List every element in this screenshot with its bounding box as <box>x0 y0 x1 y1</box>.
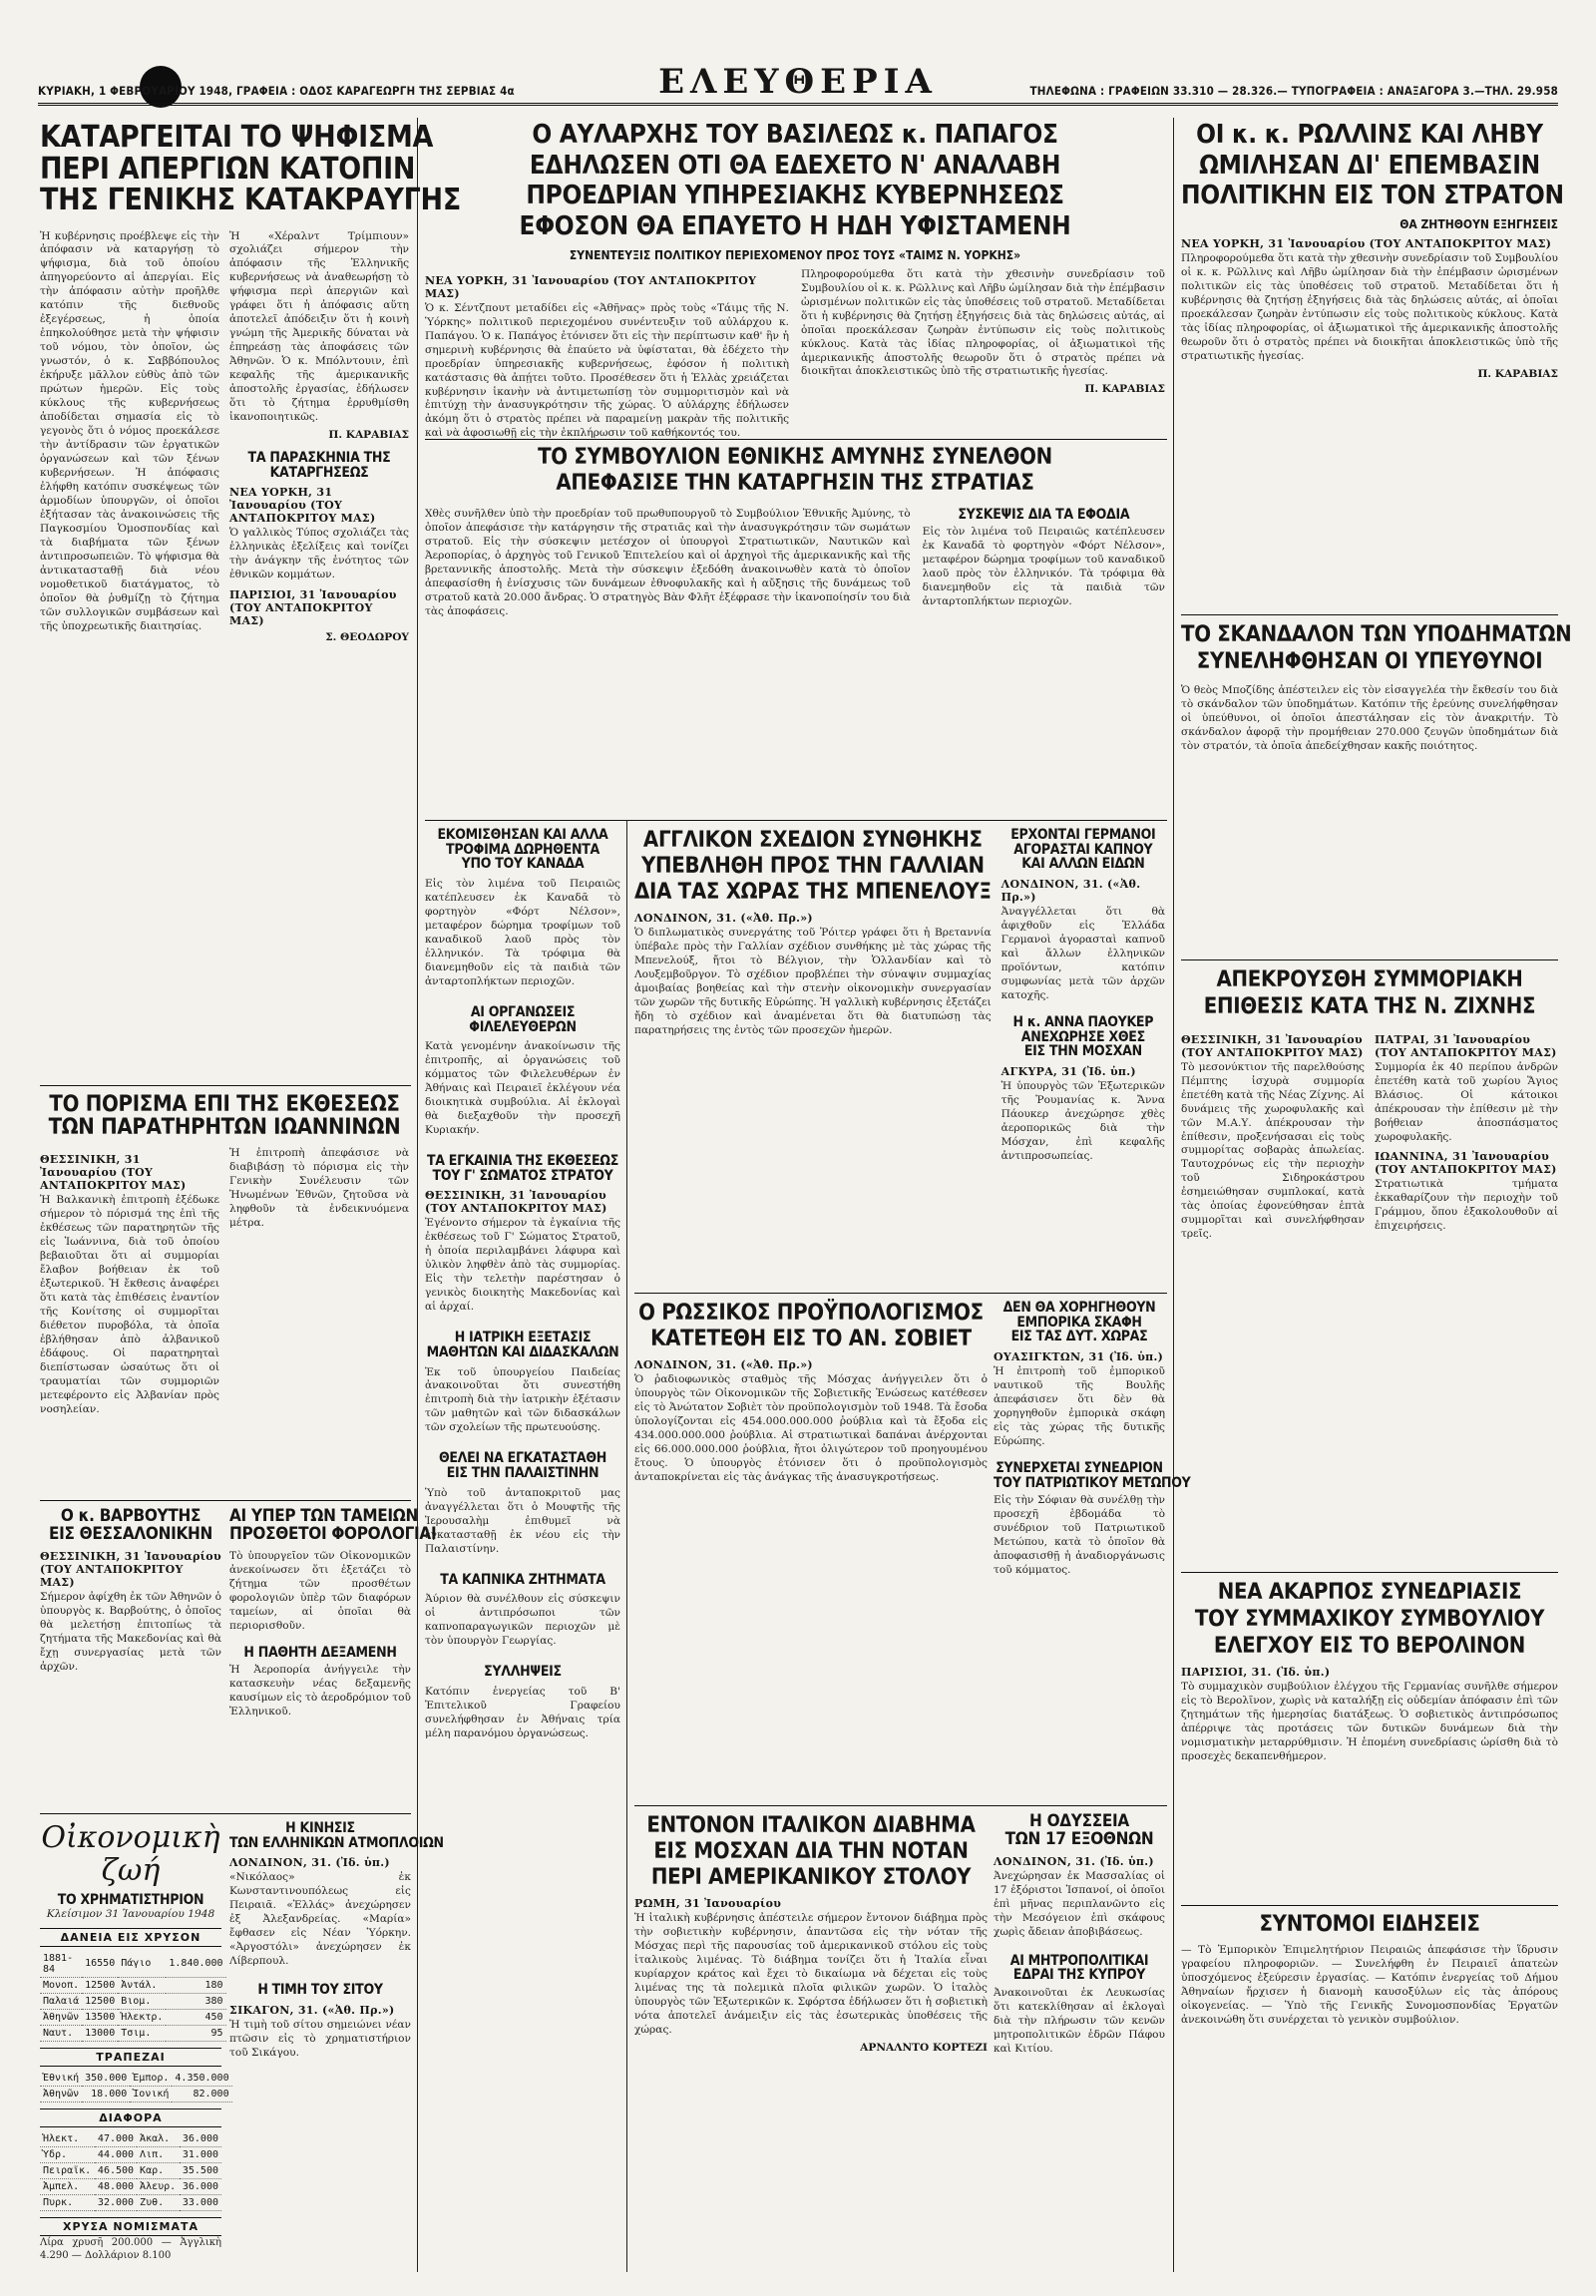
subhead: ΣΥΣΚΕΨΙΣ ΔΙΑ ΤΑ ΕΦΟΔΙΑ <box>958 506 1130 523</box>
headline: Η ΤΙΜΗ ΤΟΥ ΣΙΤΟΥ <box>257 1982 383 1999</box>
table-cell: 44.000 <box>95 2146 137 2162</box>
table-cell: 82.000 <box>172 2086 231 2102</box>
section-rule <box>1181 614 1558 615</box>
article-body: Κατὰ γενομένην ἀνακοίνωσιν τῆς ἐπιτροπῆς, αἱ ὀργανώσεις τοῦ κόμματος τῶν Φιλελευθέρων ἐν Ἀθήναις καὶ Πειραιεῖ ἐκλέγουν νέα διοικητικὰ συμβούλια. Αἱ ἐκλογαὶ θὰ διεξαχθοῦν τὴν προσεχῆ Κυριακήν. <box>425 1040 620 1136</box>
article-body: Ἡ «Χέραλντ Τρίμπιουν» σχολιάζει σήμερον τὴν ἀπόφασιν τῆς Ἑλληνικῆς κυβερνήσεως νὰ ἀναθεωρήσῃ τὸ ψήφισμα περὶ ἀπεργιῶν καὶ γράφει ὅτι ἡ ἀπόφασις αὕτη ἀποτελεῖ ἀπόδειξιν ὅτι ἡ κοινὴ γνώμη τῆς Ἀμερικῆς δύναται νὰ ἐπηρεάσῃ τὰς ἀποφάσεις τῶν Ἀθηνῶν. Ὁ κ. Μπόλντουιν, ἐπὶ κεφαλῆς τῆς ἀμερικανικῆς ἀποστολῆς ἐργασίας, ἐδήλωσεν ὅτι τὸ ζήτημα ἐρρυθμίσθη ἱκανοποιητικῶς. <box>229 229 409 424</box>
section-rule <box>425 820 1167 821</box>
dateline: ΙΩΑΝΝΙΝΑ, 31 Ἰανουαρίου (ΤΟΥ ΑΝΤΑΠΟΚΡΙΤΟΥ ΜΑΣ) <box>1375 1150 1557 1177</box>
dateline: ΛΟΝΔΙΝΟΝ, 31. (Ἰδ. ὑπ.) <box>229 1856 390 1870</box>
table-cell: Ἀθηνῶν <box>40 2009 82 2025</box>
article-russia <box>634 1301 988 1799</box>
article-body: Ἡ ὑπουργὸς τῶν Ἐξωτερικῶν τῆς Ῥουμανίας κ. Ἄννα Πάουκερ ἀνεχώρησε χθὲς ἀεροπορικῶς διὰ τὴν Μόσχαν, ἐπὶ κεφαλῆς ἀντιπροσωπείας. <box>1000 1079 1165 1162</box>
headline-line: ΕΔΗΛΩΣΕΝ ΟΤΙ ΘΑ ΕΔΕΧΕΤΟ Ν' ΑΝΑΛΑΒΗ <box>529 150 1061 181</box>
article-body: Χθὲς συνῆλθεν ὑπὸ τὴν προεδρίαν τοῦ πρωθυπουργοῦ τὸ Συμβούλιον Ἐθνικῆς Ἀμύνης, τὸ ὁποῖον ἀπεφάσισε τὴν κατάργησιν τῆς στρατιᾶς καὶ τὴν ἀνασυγκρότησιν τῶν σωμάτων στρατοῦ. Εἰς τὴν σύσκεψιν μετέσχον οἱ ὑπουργοὶ Στρατιωτικῶν, Ναυτικῶν καὶ Ἀεροπορίας, ὁ ἀρχηγὸς τοῦ Γενικοῦ Ἐπιτελείου καὶ οἱ ἀρχηγοὶ τῆς ἀμερικανικῆς καὶ τῆς βρεταννικῆς ἀποστολῆς. Μετὰ τὴν σύσκεψιν ἐξεδόθη ἀνακοινωθὲν κατὰ τὸ ὁποῖον ἀπεφασίσθη ἡ ἐνίσχυσις τῶν δυνάμεων ἐθνοφυλακῆς καὶ ἡ αὔξησις τῆς δυνάμεως τοῦ στρατοῦ κατὰ 20.000 ἄνδρας. Ὁ στρατηγὸς Βὰν Φλῆτ ἐξέφρασε τὴν ἱκανοποίησίν του διὰ τὰς ἀποφάσεις. <box>425 507 911 617</box>
headline-line: ΕΙΣ ΤΗΝ ΜΟΣΧΑΝ <box>1023 1043 1142 1060</box>
headline-line: Ο ΡΩΣΣΙΚΟΣ ΠΡΟΫΠΟΛΟΓΙΣΜΟΣ <box>638 1301 984 1326</box>
section-rule <box>425 439 1167 440</box>
table-cell: Βιομ. <box>118 1993 166 2009</box>
article-odyssey <box>994 1813 1165 2272</box>
headline-line: ΕΚΟΜΙΣΘΗΣΑΝ ΚΑΙ ΑΛΛΑ <box>437 827 608 843</box>
section-rule <box>40 1085 411 1086</box>
headline <box>40 1508 221 1544</box>
table-cell: 13000 <box>82 2025 118 2041</box>
table-cell: Ἐθνική <box>40 2071 82 2087</box>
headline-line: ΔΕΝ ΘΑ ΧΟΡΗΓΗΘΟΥΝ <box>1002 1300 1156 1316</box>
headline-line: ΤΟ ΣΚΑΝΔΑΛΟΝ ΤΩΝ ΥΠΟΔΗΜΑΤΩΝ <box>1181 622 1572 647</box>
table-cell: Πειραϊκ. <box>40 2162 95 2178</box>
article-benelux <box>634 828 1165 1287</box>
headline-line: ΤΟΥ Γ' ΣΩΜΑΤΟΣ ΣΤΡΑΤΟΥ <box>432 1167 613 1184</box>
article-shoes <box>1181 622 1572 952</box>
table-cell: 12500 <box>82 1977 118 1993</box>
headline-line: ΔΙΑ ΤΑΣ ΧΩΡΑΣ ΤΗΣ ΜΠΕΝΕΛΟΥΞ <box>634 879 992 905</box>
economy-date: Κλείσιμον 31 Ἰανουαρίου 1948 <box>46 1907 215 1920</box>
table-cell: Μονοπ. <box>40 1977 82 1993</box>
section-rule <box>1181 959 1558 960</box>
article-body: Ἡ ἐπιτροπὴ ἀπεφάσισε νὰ διαβιβάσῃ τὸ πόρισμα εἰς τὴν Γενικὴν Συνέλευσιν τῶν Ἡνωμένων Ἐθνῶν, ζητοῦσα νὰ ληφθοῦν τὰ ἐνδεικνυόμενα μέτρα. <box>229 1147 409 1230</box>
table-title: ΔΑΝΕΙΑ ΕΙΣ ΧΡΥΣΟΝ <box>40 1928 221 1947</box>
headline-line: ΘΕΛΕΙ ΝΑ ΕΓΚΑΤΑΣΤΑΘΗ <box>438 1450 607 1467</box>
headline-line: ΤΟ ΠΟΡΙΣΜΑ ΕΠΙ ΤΗΣ ΕΚΘΕΣΕΩΣ <box>49 1092 400 1117</box>
headline-line: ΑΠΕΚΡΟΥΣΘΗ ΣΥΜΜΟΡΙΑΚΗ <box>1216 967 1523 992</box>
dateline: ΟΥΑΣΙΓΚΤΩΝ, 31 (Ἰδ. ὑπ.) <box>994 1350 1164 1364</box>
headline-line: ΤΗΣ ΓΕΝΙΚΗΣ ΚΑΤΑΚΡΑΥΓΗΣ <box>40 183 461 217</box>
article-body: Ἡ Ἀεροπορία ἀνήγγειλε τὴν κατασκευὴν νέας δεξαμενῆς καυσίμων εἰς τὸ ἀεροδρόμιον τοῦ Ἑλληνικοῦ. <box>229 1664 411 1719</box>
headline-line: ΤΩΝ 17 ΕΞΟΘΝΩΝ <box>1004 1828 1154 1849</box>
table-cell: 13500 <box>82 2009 118 2025</box>
table-cell: 1.840.000 <box>166 1951 225 1978</box>
article-body: Ἡ κυβέρνησις προέβλεψε εἰς τὴν ἀπόφασιν νὰ καταργήσῃ τὸ ψήφισμα, διὰ τοῦ ὁποίου ἀπηγορεύοντο αἱ ἀπεργίαι. Εἰς τὴν ἀπόφασιν αὐτὴν προῆλθε κατόπιν τῆς διεθνοῦς ἐξεγέρσεως, ἡ ὁποία ἐπηκολούθησε μετὰ τὴν ψήφισιν τοῦ νόμου, τὸν ὁποῖον, ὡς γνωστόν, ὁ κ. Σαββόπουλος ἐκήρυξε μᾶλλον εὐθὺς ἀπὸ τῶν πρώτων ἡμερῶν. Εἰς τοὺς κύκλους τῆς κυβερνήσεως ἀποδίδεται σημασία εἰς τὸ γεγονὸς ὅτι ὁ νόμος προεκάλεσε τὴν ἀντίδρασιν τῶν ἐργατικῶν ὀργανώσεων καὶ τῶν ξένων κυβερνήσεων. Ἡ ἀπόφασις ἐλήφθη κατόπιν συσκέψεως τῶν ἀρμοδίων ὑπουργῶν, οἱ ὁποῖοι ἐξήτασαν τὰς ἀνακοινώσεις τῆς Παγκοσμίου Ὁμοσπονδίας καὶ τὰ διαβήματα τῶν ξένων ἀντιπροσωπειῶν. Τὸ ψήφισμα θὰ ἀντικατασταθῇ διὰ νέου νομοθετικοῦ διατάγματος, τὸ ὁποῖον θὰ ῥυθμίζῃ τὸ ζήτημα τῶν συλλογικῶν συμβάσεων καὶ τῆς ὑποχρεωτικῆς διαιτησίας. <box>40 229 219 632</box>
dateline: ΡΩΜΗ, 31 Ἰανουαρίου <box>634 1896 782 1910</box>
headline-line: ΕΙΣ ΘΕΣΣΑΛΟΝΙΚΗΝ <box>48 1523 213 1544</box>
table-cell: Τσιμ. <box>118 2025 166 2041</box>
headline <box>1181 1580 1558 1660</box>
headline: ΤΑ ΚΑΠΝΙΚΑ ΖΗΤΗΜΑΤΑ <box>440 1571 605 1588</box>
headline-line: ΕΡΧΟΝΤΑΙ ΓΕΡΜΑΝΟΙ <box>1010 827 1156 843</box>
article-strike <box>40 120 461 1077</box>
section-rule <box>634 1293 1167 1294</box>
headline-line: ΕΦΟΣΟΝ ΘΑ ΕΠΑΥΕΤΟ Η ΗΔΗ ΥΦΙΣΤΑΜΕΝΗ <box>519 211 1071 242</box>
headline <box>994 1954 1165 1983</box>
masthead-right: ΤΗΛΕΦΩΝΑ : ΓΡΑΦΕΙΩΝ 33.310 — 28.326.— ΤΥΠΟΓΡΑΦΕΙΑ : ΑΝΑΞΑΓΟΡΑ 3.—ΤΗΛ. 29.958 <box>1029 84 1558 98</box>
article-porisma <box>40 1093 409 1492</box>
byline: Π. ΚΑΡΑΒΙΑΣ <box>1084 383 1165 396</box>
economy-section-title: ΤΟ ΧΡΗΜΑΤΙΣΤΗΡΙΟΝ <box>57 1892 204 1908</box>
headline-line: ΤΩΝ ΕΛΛΗΝΙΚΩΝ ΑΤΜΟΠΛΟΙΩΝ <box>229 1834 444 1851</box>
article-council <box>425 445 1165 814</box>
headline-line: ΕΛΕΓΧΟΥ ΕΙΣ ΤΟ ΒΕΡΟΛΙΝΟΝ <box>1213 1633 1526 1659</box>
table-cell: Ὑδρ. <box>40 2146 95 2162</box>
headline-line: ΕΔΡΑΙ ΤΗΣ ΚΥΠΡΟΥ <box>1012 1967 1146 1984</box>
headline-line: ΜΑΘΗΤΩΝ ΚΑΙ ΔΙΔΑΣΚΑΛΩΝ <box>426 1343 619 1360</box>
section-rule <box>40 1500 411 1501</box>
headline-line: ΝΕΑ ΑΚΑΡΠΟΣ ΣΥΝΕΔΡΙΑΣΙΣ <box>1217 1580 1522 1605</box>
headline-line: ΕΝΤΟΝΟΝ ΙΤΑΛΙΚΟΝ ΔΙΑΒΗΜΑ <box>646 1813 976 1838</box>
headline <box>425 1005 620 1034</box>
table-cell: 36.000 <box>180 2178 222 2194</box>
article-zichnis <box>1181 967 1558 1566</box>
article-body: Συμμορία ἐκ 40 περίπου ἀνδρῶν ἐπετέθη κατὰ τοῦ χωρίου Ἅγιος Βλάσιος. Οἱ κάτοικοι ἀπέκρουσαν τὴν ἐπίθεσιν μὲ τὴν βοήθειαν ἀποσπάσματος χωροφυλακῆς. <box>1375 1060 1558 1143</box>
article-rollins <box>1181 120 1564 559</box>
headline <box>994 1813 1165 1849</box>
headline-line: ΑΙ ΜΗΤΡΟΠΟΛΙΤΙΚΑΙ <box>1009 1952 1149 1969</box>
table-cell: Ζυθ. <box>137 2194 179 2210</box>
table-row <box>40 2146 221 2162</box>
headline <box>425 828 620 872</box>
headline-line: ΣΥΝΕΡΧΕΤΑΙ ΣΥΝΕΔΡΙΟΝ <box>996 1459 1163 1476</box>
article-body: Ὑπὸ τοῦ ἀνταποκριτοῦ μας ἀναγγέλλεται ὅτι ὁ Μουφτῆς τῆς Ἱερουσαλὴμ ἐπιθυμεῖ νὰ ἐγκατασταθῇ ἐκ νέου εἰς τὴν Παλαιστίνην. <box>425 1486 620 1555</box>
headline <box>425 1331 620 1359</box>
article-body: Ὁ διπλωματικὸς συνεργάτης τοῦ Ῥόιτερ γράφει ὅτι ἡ Βρεταννία ὑπέβαλε πρὸς τὴν Γαλλίαν σχέδιον συνθήκης μὲ τὰς χώρας τῆς Μπενελούξ, ἤτοι τὸ Βέλγιον, τὴν Ὁλλανδίαν καὶ τὸ Λουξεμβοῦργον. Τὸ σχέδιον προβλέπει τὴν σύναψιν συμμαχίας ἀμοιβαίας βοηθείας καὶ τὴν στενὴν οἰκονομικὴν συνεργασίαν τῶν χωρῶν τῆς δυτικῆς Εὐρώπης. Ἡ γαλλικὴ κυβέρνησις ἐξετάζει ἤδη τὸ σχέδιον καὶ ἀναμένεται ὅτι θὰ διατυπώσῃ τὰς παρατηρήσεις της ἐντὸς τῶν προσεχῶν ἡμερῶν. <box>634 926 992 1036</box>
headline <box>229 1506 437 1544</box>
economy-title: Οἰκονομικὴ ζωή <box>41 1820 220 1888</box>
table-cell: 18.000 <box>82 2086 130 2102</box>
table-title: ΔΙΑΦΟΡΑ <box>40 2108 221 2127</box>
headline-line: ΠΡΟΕΔΡΙΑΝ ΥΠΗΡΕΣΙΑΚΗΣ ΚΥΒΕΡΝΗΣΕΩΣ <box>526 181 1064 211</box>
article-body: Εἰς τὸν λιμένα τοῦ Πειραιῶς κατέπλευσεν ἐκ Καναδᾶ τὸ φορτηγὸν «Φόρτ Νέλσον», μεταφέρον δώρημα τροφίμων τοῦ καναδικοῦ λαοῦ πρὸς τὸν ἑλληνικόν. Τὰ τρόφιμα θὰ διανεμηθοῦν εἰς τὰ παιδιὰ τῶν ἀνταρτοπλήκτων περιοχῶν. <box>922 526 1165 608</box>
headline <box>229 1820 444 1851</box>
table-cell: 450 <box>166 2009 225 2025</box>
dateline: ΛΟΝΔΙΝΟΝ, 31. (Ἰδ. ὑπ.) <box>994 1854 1154 1868</box>
table-cell: 350.000 <box>82 2071 130 2087</box>
table-title: ΤΡΑΠΕΖΑΙ <box>40 2048 221 2067</box>
table-row <box>40 2086 232 2102</box>
table-row <box>40 1993 226 2009</box>
table-cell: 32.000 <box>95 2194 137 2210</box>
headline <box>425 120 1165 242</box>
table-row <box>40 1951 226 1978</box>
article-body: Ἡ τιμὴ τοῦ σίτου σημειώνει νέαν πτῶσιν εἰς τὸ χρηματιστήριον τοῦ Σικάγου. <box>229 2018 411 2059</box>
article-body: Εἰς τὸν λιμένα τοῦ Πειραιῶς κατέπλευσεν ἐκ Καναδᾶ τὸ φορτηγὸν «Φόρτ Νέλσον», μεταφέρον δώρημα τροφίμων τοῦ καναδικοῦ λαοῦ πρὸς τὸν ἑλληνικόν. Τὰ τρόφιμα θὰ διανεμηθοῦν εἰς τὰ παιδιὰ τῶν ἀνταρτοπλήκτων περιοχῶν. <box>425 878 620 987</box>
table-cell: Ἰονική <box>130 2086 172 2102</box>
headline-line: ΤΟΥ ΣΥΜΜΑΧΙΚΟΥ ΣΥΜΒΟΥΛΙΟΥ <box>1194 1606 1545 1632</box>
article-body: Ὁ ῥαδιοφωνικὸς σταθμὸς τῆς Μόσχας ἀνήγγειλεν ὅτι ὁ ὑπουργὸς τῶν Οἰκονομικῶν τῆς Σοβιετικῆς Ἑνώσεως κατέθεσεν εἰς τὸ Ἀνώτατον Σοβιὲτ τὸν προϋπολογισμὸν τοῦ 1948. Τὰ ἔσοδα ὑπολογίζονται εἰς 454.000.000.000 ῥούβλια καὶ τὰ ἔξοδα εἰς 434.000.000.000 ῥούβλια. Αἱ στρατιωτικαὶ δαπάναι ἀνέρχονται εἰς 66.000.000.000 ῥούβλια, ἤτοι ὀλιγώτερον τοῦ προηγουμένου ἔτους. Ὁ ὑπουργὸς ἐτόνισεν ὅτι ὁ προϋπολογισμὸς ἀνταποκρίνεται εἰς τὰς ἀνάγκας τῆς ἀνασυγκροτήσεως. <box>634 1372 988 1483</box>
table-row <box>40 2178 221 2194</box>
table-cell: 380 <box>166 1993 225 2009</box>
table-row <box>40 2194 221 2210</box>
subhead: ΘΑ ΖΗΤΗΘΟΥΝ ΕΞΗΓΗΣΕΙΣ <box>1399 217 1558 232</box>
headline <box>425 445 1165 498</box>
headline-line: ΕΜΠΟΡΙΚΑ ΣΚΑΦΗ <box>1016 1314 1142 1331</box>
table-cell: Ναυτ. <box>40 2025 82 2041</box>
headline-line: ΦΙΛΕΛΕΥΘΕΡΩΝ <box>469 1018 577 1035</box>
article-body: Ἡ ἰταλικὴ κυβέρνησις ἀπέστειλε σήμερον ἔντονον διάβημα πρὸς τὴν σοβιετικὴν κυβέρνησιν, ἀπαντῶσα εἰς τὴν νόταν τῆς Μόσχας περὶ τῆς παρουσίας τοῦ ἀμερικανικοῦ στόλου εἰς τοὺς ἰταλικοὺς λιμένας. Τὸ διάβημα τονίζει ὅτι ἡ Ἰταλία εἶναι κυρίαρχον κράτος καὶ ἔχει τὸ δικαίωμα νὰ δέχεται εἰς τοὺς λιμένας της τὰ πολεμικὰ πλοῖα φιλικῶν χωρῶν. Ὁ ἰταλὸς ὑπουργὸς τῶν Ἐξωτερικῶν κ. Σφόρτσα ἐδήλωσεν ὅτι ἡ σοβιετικὴ νότα ἀποτελεῖ ἀνάμειξιν εἰς τὰς ἐσωτερικὰς ὑποθέσεις τῆς χώρας. <box>634 1911 988 2036</box>
table-cell: Πυρκ. <box>40 2194 95 2210</box>
dateline: ΣΙΚΑΓΟΝ, 31. («Ἀθ. Πρ.») <box>229 2003 395 2017</box>
table-cell: 95 <box>166 2025 225 2041</box>
headline-line: ΕΙΣ ΜΟΣΧΑΝ ΔΙΑ ΤΗΝ ΝΟΤΑΝ <box>653 1838 969 1864</box>
article-berlin <box>1181 1580 1558 1899</box>
headline <box>425 1154 620 1183</box>
headline-line: ΥΠΕΒΛΗΘΗ ΠΡΟΣ ΤΗΝ ΓΑΛΛΙΑΝ <box>640 853 985 879</box>
headline-line: ΤΟ ΣΥΜΒΟΥΛΙΟΝ ΕΘΝΙΚΗΣ ΑΜΥΝΗΣ ΣΥΝΕΛΘΟΝ <box>538 445 1052 470</box>
table-cell: 36.000 <box>180 2131 222 2147</box>
headline-line: ΤΡΟΦΙΜΑ ΔΩΡΗΘΕΝΤΑ <box>446 841 599 858</box>
article-body: Τὸ συμμαχικὸν συμβούλιον ἐλέγχου τῆς Γερμανίας συνῆλθε σήμερον εἰς τὸ Βερολῖνον, χωρὶς νὰ καταλήξῃ εἰς οὐδεμίαν ἀπόφασιν ἐπὶ τῶν ζητημάτων τῆς ἡμερησίας διατάξεως. Ὁ σοβιετικὸς ἀντιπρόσωπος ἀπέρριψε τὰς προτάσεις τῶν δυτικῶν δυνάμεων διὰ τὴν νομισματικὴν μεταρρύθμισιν. Ἡ ἑπομένη συνεδρίασις ὡρίσθη διὰ τὸ προσεχὲς δεκαπενθήμερον. <box>1181 1681 1558 1763</box>
headline-line: ΑΙ ΥΠΕΡ ΤΩΝ ΤΑΜΕΙΩΝ <box>229 1506 418 1526</box>
headline-line: ΑΓΟΡΑΣΤΑΙ ΚΑΠΝΟΥ <box>1013 841 1153 858</box>
byline: Π. ΚΑΡΑΒΙΑΣ <box>1477 367 1558 380</box>
headline-line: Η κ. ΑΝΝΑ ΠΑΟΥΚΕΡ <box>1012 1013 1154 1030</box>
headline-line: Η ΟΔΥΣΣΕΙΑ <box>1029 1811 1129 1831</box>
table-row <box>40 2025 226 2041</box>
headline <box>1181 120 1564 211</box>
article-body: Ἡ ἐπιτροπὴ τοῦ ἐμπορικοῦ ναυτικοῦ τῆς Βουλῆς ἀπεφάσισεν ὅτι δὲν θὰ χορηγηθοῦν ἐμπορικὰ σκάφη εἰς τὰς χώρας τῆς δυτικῆς Εὐρώπης. <box>994 1365 1165 1447</box>
headline-line: ΕΙΣ ΤΗΝ ΠΑΛΑΙΣΤΙΝΗΝ <box>446 1465 599 1482</box>
article-body: Πληροφορούμεθα ὅτι κατὰ τὴν χθεσινὴν συνεδρίασιν τοῦ Συμβουλίου οἱ κ. κ. Ρῶλλινς καὶ Λῆβυ ὡμίλησαν διὰ τὴν ἐπέμβασιν ὡρισμένων πολιτικῶν εἰς τὰς ὑποθέσεις τοῦ στρατοῦ. Μεταδίδεται ὅτι ἡ κυβέρνησις θὰ ζητήσῃ ἐξηγήσεις διὰ τὰς δηλώσεις αὐτάς, αἱ ὁποῖαι προεκάλεσαν ζωηρὰν ἐντύπωσιν εἰς τοὺς πολιτικοὺς κύκλους. Κατὰ τὰς ἰδίας πληροφορίας, οἱ ἀξιωματικοὶ τῆς ἀμερικανικῆς ἀποστολῆς θεωροῦν ὅτι ὁ στρατὸς πρέπει νὰ διοικῆται ἀποκλειστικῶς ὑπὸ τῆς στρατιωτικῆς ἡγεσίας. <box>1181 252 1558 362</box>
headline <box>634 1813 988 1891</box>
article-body: Εἰς τὴν Σόφιαν θὰ συνέλθῃ τὴν προσεχῆ ἑβδομάδα τὸ συνέδριον τοῦ Πατριωτικοῦ Μετώπου, κατὰ τὸ ὁποῖον θὰ ἀποφασισθῇ ἡ ἀναδιοργάνωσις τοῦ κόμματος. <box>994 1494 1165 1577</box>
dateline: ΑΓΚΥΡΑ, 31 (Ἰδ. ὑπ.) <box>1000 1064 1136 1078</box>
article-body: Ἀνεχώρησαν ἐκ Μασσαλίας οἱ 17 ἐξόριστοι Ἰσπανοί, οἱ ὁποῖοι ἐπὶ μῆνας περιπλανῶντο εἰς τὴν Μεσόγειον ἐπὶ σκάφους χωρὶς ἄδειαν ἀποβιβάσεως. <box>994 1869 1165 1938</box>
table-cell: 1881-84 <box>40 1951 82 1978</box>
article-body: Τὸ ὑπουργεῖον τῶν Οἰκονομικῶν ἀνεκοίνωσεν ὅτι ἐξετάζει τὸ ζήτημα τῶν προσθέτων φορολογιῶν ὑπὲρ τῶν διαφόρων ταμείων, αἱ ὁποῖαι θὰ περιορισθοῦν. <box>229 1549 411 1632</box>
headline-line: Ο κ. ΒΑΡΒΟΥΤΗΣ <box>60 1506 201 1526</box>
byline: Σ. ΘΕΟΔΩΡΟΥ <box>325 631 409 644</box>
table-row <box>40 2071 232 2087</box>
headline-line: ΠΡΟΣΘΕΤΟΙ ΦΟΡΟΛΟΓΙΑΙ <box>229 1523 437 1544</box>
headline-line: ΕΠΙΘΕΣΙΣ ΚΑΤΑ ΤΗΣ Ν. ΖΙΧΝΗΣ <box>1203 993 1536 1019</box>
headline-line: ΣΥΝΕΛΗΦΘΗΣΑΝ ΟΙ ΥΠΕΥΘΥΝΟΙ <box>1196 648 1543 674</box>
dateline: ΘΕΣΣΙΝΙΚΗ, 31 Ἰανουαρίου (ΤΟΥ ΑΝΤΑΠΟΚΡΙΤΟΥ ΜΑΣ) <box>425 1189 607 1216</box>
headline-line: ΟΙ κ. κ. ΡΩΛΛΙΝΣ ΚΑΙ ΛΗΒΥ <box>1196 120 1543 150</box>
masthead-left: ΚΥΡΙΑΚΗ, 1 ΦΕΒΡΟΥΑΡΙΟΥ 1948, ΓΡΑΦΕΙΑ : ΟΔΟΣ ΚΑΡΑΓΕΩΡΓΗ ΤΗΣ ΣΕΡΒΙΑΣ 4α <box>38 84 515 98</box>
table-cell: Παλαιά <box>40 1993 82 2009</box>
dateline: ΘΕΣΣΙΝΙΚΗ, 31 Ἰανουαρίου (ΤΟΥ ΑΝΤΑΠΟΚΡΙΤΟΥ ΜΑΣ) <box>40 1549 221 1589</box>
section-rule <box>40 1813 411 1814</box>
byline: Π. ΚΑΡΑΒΙΑΣ <box>328 429 409 442</box>
table-cell: 48.000 <box>95 2178 137 2194</box>
headline <box>40 1093 409 1139</box>
table-cell: Πάγιο <box>118 1951 166 1978</box>
dateline: ΝΕΑ ΥΟΡΚΗ, 31 Ἰανουαρίου (ΤΟΥ ΑΝΤΑΠΟΚΡΙΤΟΥ ΜΑΣ) <box>229 486 376 526</box>
headline-line: Η ΚΙΝΗΣΙΣ <box>285 1820 355 1836</box>
column-rule <box>626 820 627 2272</box>
article-body: Ἀναγγέλλεται ὅτι θὰ ἀφιχθοῦν εἰς Ἑλλάδα Γερμανοὶ ἀγορασταὶ καπνοῦ καὶ ἄλλων ἑλληνικῶν προϊόντων, κατόπιν συμφωνίας μετὰ τῶν ἀρχῶν κατοχῆς. <box>1000 906 1165 1001</box>
table-cell: 33.000 <box>180 2194 222 2210</box>
table-cell: Ἠλεκτ. <box>40 2131 95 2147</box>
article-body: Σήμερον ἀφίχθη ἐκ τῶν Ἀθηνῶν ὁ ὑπουργὸς κ. Βαρβούτης, ὁ ὁποῖος θὰ μελετήσῃ ἐπιτοπίως τὰ ζητήματα τῆς Μακεδονίας καὶ θὰ ἔχῃ συνεργασίας μετὰ τῶν ἀρχῶν. <box>40 1590 221 1673</box>
headline-line: ΚΑΤΑΡΓΕΙΤΑΙ ΤΟ ΨΗΦΙΣΜΑ <box>40 120 434 155</box>
headline-line: ΤΩΝ ΠΑΡΑΤΗΡΗΤΩΝ ΙΩΑΝΝΙΝΩΝ <box>48 1115 401 1141</box>
table-cell: 46.500 <box>95 2162 137 2178</box>
headline-line: Ο ΑΥΛΑΡΧΗΣ ΤΟΥ ΒΑΣΙΛΕΩΣ κ. ΠΑΠΑΓΟΣ <box>532 120 1058 150</box>
dateline: ΝΕΑ ΥΟΡΚΗ, 31 Ἰανουαρίου (ΤΟΥ ΑΝΤΑΠΟΚΡΙΤΟΥ ΜΑΣ) <box>1181 237 1552 251</box>
headline-line: ΤΑ ΕΓΚΑΙΝΙΑ ΤΗΣ ΕΚΘΕΣΕΩΣ <box>426 1152 619 1169</box>
masthead <box>38 60 1558 106</box>
table-title: ΧΡΥΣΑ ΝΟΜΙΣΜΑΤΑ <box>40 2217 221 2236</box>
section-rule <box>634 1805 1167 1806</box>
article-body: Κατόπιν ἐνεργείας τοῦ Β' Ἐπιτελικοῦ Γραφείου συνελήφθησαν ἐν Ἀθήναις τρία μέλη παρανόμου ὀργανώσεως. <box>425 1685 620 1739</box>
headline-line: ΕΙΣ ΤΑΣ ΔΥΤ. ΧΩΡΑΣ <box>1010 1329 1148 1345</box>
article-italy <box>634 1813 988 2272</box>
dateline: ΛΟΝΔΙΝΟΝ, 31. («Ἀθ. Πρ.») <box>634 1357 813 1371</box>
headline-line: ΑΓΓΛΙΚΟΝ ΣΧΕΔΙΟΝ ΣΥΝΘΗΚΗΣ <box>642 828 983 853</box>
dateline: ΠΑΡΙΣΙΟΙ, 31 Ἰανουαρίου (ΤΟΥ ΑΝΤΑΠΟΚΡΙΤΟΥ ΜΑΣ) <box>229 588 397 628</box>
article-body: Ἐκ τοῦ ὑπουργείου Παιδείας ἀνακοινοῦται ὅτι συνεστήθη ἐπιτροπὴ διὰ τὴν ἰατρικὴν ἐξέτασιν τῶν μαθητῶν καὶ τῶν διδασκάλων τῶν σχολείων τῆς πρωτευούσης. <box>425 1365 620 1434</box>
quotes-table <box>40 2071 232 2103</box>
subhead: Η ΠΑΘΗΤΗ ΔΕΞΑΜΕΝΗ <box>243 1644 397 1661</box>
table-cell: Ἀθηνῶν <box>40 2086 82 2102</box>
table-cell: 47.000 <box>95 2131 137 2147</box>
headline-line: Η ΙΑΤΡΙΚΗ ΕΞΕΤΑΣΙΣ <box>454 1330 592 1346</box>
headline <box>1181 967 1558 1021</box>
article-body: Πληροφορούμεθα ὅτι κατὰ τὴν χθεσινὴν συνεδρίασιν τοῦ Συμβουλίου οἱ κ. κ. Ρῶλλινς καὶ Λῆβυ ὡμίλησαν διὰ τὴν ἐπέμβασιν ὡρισμένων πολιτικῶν εἰς τὰς ὑποθέσεις τοῦ στρατοῦ. Μεταδίδεται ὅτι ἡ κυβέρνησις θὰ ζητήσῃ ἐξηγήσεις διὰ τὰς δηλώσεις αὐτάς, αἱ ὁποῖαι προεκάλεσαν ζωηρὰν ἐντύπωσιν εἰς τοὺς πολιτικοὺς κύκλους. Κατὰ τὰς ἰδίας πληροφορίας, οἱ ἀξιωματικοὶ τῆς ἀμερικανικῆς ἀποστολῆς θεωροῦν ὅτι ὁ στρατὸς πρέπει νὰ διοικῆται ἀποκλειστικῶς ὑπὸ τῆς στρατιωτικῆς ἡγεσίας. <box>801 267 1165 378</box>
article-body: Ὁ θεὸς Μποζίδης ἀπέστειλεν εἰς τὸν εἰσαγγελέα τὴν ἔκθεσίν του διὰ τὸ σκάνδαλον τῶν ὑποδημάτων. Κατόπιν τῆς ἐρεύνης συνελήφθησαν οἱ ὑπεύθυνοι, οἱ ὁποῖοι ἀπεστάλησαν εἰς τὸν ἀνακριτήν. Τὸ σκάνδαλον ἀφορᾷ τὴν προμήθειαν 270.000 ζευγῶν ὑποδημάτων διὰ τὸν στρατόν, τὰ ὁποῖα ἀπεδείχθησαν κακῆς ποιότητος. <box>1181 683 1558 752</box>
table-cell: 12500 <box>82 1993 118 2009</box>
article-varvoutis <box>40 1508 221 1807</box>
table-cell: Ἀμπελ. <box>40 2178 95 2194</box>
headline <box>40 120 461 217</box>
section-rule <box>1181 1905 1558 1906</box>
dateline: ΝΕΑ ΥΟΡΚΗ, 31 Ἰανουαρίου (ΤΟΥ ΑΝΤΑΠΟΚΡΙΤΟΥ ΜΑΣ) <box>425 273 757 300</box>
headline-line: ΠΕΡΙ ΑΠΕΡΓΙΩΝ ΚΑΤΟΠΙΝ <box>40 151 416 187</box>
table-cell: 35.500 <box>180 2162 222 2178</box>
headline <box>634 828 992 906</box>
headline-line: ΑΙ ΟΡΓΑΝΩΣΕΙΣ <box>470 1003 576 1020</box>
dateline: ΛΟΝΔΙΝΟΝ, 31. («Ἀθ. Πρ.») <box>1000 878 1141 905</box>
headline <box>425 1451 620 1480</box>
subhead: ΣΥΝΕΝΤΕΥΞΙΣ ΠΟΛΙΤΙΚΟΥ ΠΕΡΙΕΧΟΜΕΝΟΥ ΠΡΟΣ ΤΟΥΣ «ΤΑΙΜΣ Ν. ΥΟΡΚΗΣ» <box>569 247 1021 262</box>
article-papagos <box>425 120 1165 479</box>
table-cell: 31.000 <box>180 2146 222 2162</box>
quotes-table <box>40 1951 226 2042</box>
table-row <box>40 1977 226 1993</box>
article-body: Ἡ Βαλκανικὴ ἐπιτροπὴ ἐξέδωκε σήμερον τὸ πόρισμά της ἐπὶ τῆς ἐκθέσεως τῶν παρατηρητῶν τῆς εἰς Ἰωάννινα, διὰ τοῦ ὁποίου βεβαιοῦται ὅτι αἱ συμμορίαι ἔλαβον βοήθειαν ἐκ τοῦ ἐξωτερικοῦ. Ἡ ἔκθεσις ἀναφέρει ὅτι κατὰ τὰς ἐπιθέσεις ἐναντίον τῆς Κονίτσης οἱ συμμορῖται διέθετον πυροβόλα, τὰ ὁποῖα ἐβλήθησαν ἀπὸ ἀλβανικοῦ ἐδάφους. Οἱ παρατηρηταὶ διεπίστωσαν ὡσαύτως ὅτι οἱ τραυματίαι τῶν συμμοριῶν μετεφέροντο εἰς Ἀλβανίαν πρὸς νοσηλείαν. <box>40 1194 219 1415</box>
table-cell: Ἀλευρ. <box>137 2178 179 2194</box>
headline-line: ΠΕΡΙ ΑΜΕΡΙΚΑΝΙΚΟΥ ΣΤΟΛΟΥ <box>650 1864 972 1890</box>
headline <box>1001 1015 1165 1059</box>
article-body: Ὁ κ. Σέντζπουτ μεταδίδει εἰς «Ἀθῆνας» πρὸς τοὺς «Τάιμς τῆς Ν. Ὑόρκης» πολιτικοῦ περιεχομένου συνέντευξιν τοῦ αὐλάρχου κ. Παπάγου. Ὁ κ. Παπάγος ἐτόνισεν ὅτι εἰς τὴν περίπτωσιν καθ' ἣν ἡ σημερινὴ κυβέρνησις θὰ ἐπαύετο νὰ ὑφίσταται, θὰ ἐδέχετο τὴν προεδρίαν ὑπηρεσιακῆς κυβερνήσεως, ἐφόσον ἡ πολιτικὴ κατάστασις θὰ ἀπῄτει τοῦτο. Προσέθεσεν ὅτι ἡ Ἑλλὰς χρειάζεται κυβέρνησιν ἱκανὴν νὰ ἀντιμετωπίσῃ τὸν συμμοριτισμὸν καὶ νὰ ἐπιτύχῃ τὴν ἀνασυγκρότησιν τῆς χώρας. Ὁ αὐλάρχης ἐδήλωσεν ἀκόμη ὅτι ὁ στρατὸς πρέπει νὰ παραμείνῃ μακρὰν τῆς πολιτικῆς καὶ νὰ ἀφοσιωθῇ εἰς τὴν ἐκπλήρωσιν τοῦ καθήκοντός του. <box>425 301 789 440</box>
masthead-title: ΕΛΕΥΘΕΡΙΑ <box>658 62 938 102</box>
quotes-table <box>40 2131 221 2211</box>
dateline: ΘΕΣΣΙΝΙΚΗ, 31 Ἰανουαρίου (ΤΟΥ ΑΝΤΑΠΟΚΡΙΤΟΥ ΜΑΣ) <box>40 1153 187 1193</box>
article-lectures <box>229 1820 444 2272</box>
center-left-stack <box>425 828 620 2272</box>
dateline: ΠΑΤΡΑΙ, 31 Ἰανουαρίου (ΤΟΥ ΑΝΤΑΠΟΚΡΙΤΟΥ ΜΑΣ) <box>1375 1032 1557 1059</box>
table-cell: Ἡλεκτρ. <box>118 2009 166 2025</box>
headline <box>1001 828 1165 872</box>
table-cell: Ἐμπορ. <box>130 2071 172 2087</box>
table-cell: Λιπ. <box>137 2146 179 2162</box>
headline: ΣΥΛΛΗΨΕΙΣ <box>484 1664 562 1681</box>
table-cell: 180 <box>166 1977 225 1993</box>
subhead: ΤΑ ΠΑΡΑΣΚΗΝΙΑ ΤΗΣ ΚΑΤΑΡΓΗΣΕΩΣ <box>247 450 391 481</box>
column-rule <box>1173 118 1174 2272</box>
article-body: Στρατιωτικὰ τμήματα ἐκκαθαρίζουν τὴν περιοχὴν τοῦ Γράμμου, ὅπου ἐξακολουθοῦν αἱ ἐπιχειρήσεις. <box>1375 1178 1558 1233</box>
headline <box>634 1301 988 1352</box>
headline-line: ΩΜΙΛΗΣΑΝ ΔΙ' ΕΠΕΜΒΑΣΙΝ <box>1199 150 1540 181</box>
headline-line: ΑΠΕΦΑΣΙΣΕ ΤΗΝ ΚΑΤΑΡΓΗΣΙΝ ΤΗΣ ΣΤΡΑΤΙΑΣ <box>556 471 1034 497</box>
headline-line: ΑΝΕΧΩΡΗΣΕ ΧΘΕΣ <box>1020 1028 1145 1045</box>
headline <box>994 1301 1165 1344</box>
economy-section <box>40 1820 229 2272</box>
table-cell: 4.350.000 <box>172 2071 231 2087</box>
table-row <box>40 2162 221 2178</box>
headline-line: ΤΟΥ ΠΑΤΡΙΩΤΙΚΟΥ ΜΕΤΩΠΟΥ <box>994 1474 1191 1491</box>
article-briefs <box>1181 1913 1558 2272</box>
byline: ΑΡΝΑΛΝΤΟ ΚΟΡΤΕΖΙ <box>860 2041 988 2054</box>
table-cell: Ἀντάλ. <box>118 1977 166 1993</box>
table-cell: 16550 <box>82 1951 118 1978</box>
headline <box>994 1459 1191 1491</box>
dateline: ΛΟΝΔΙΝΟΝ, 31. («Ἀθ. Πρ.») <box>634 911 813 925</box>
headline: ΣΥΝΤΟΜΟΙ ΕΙΔΗΣΕΙΣ <box>1259 1912 1480 1937</box>
section-rule <box>1181 1572 1558 1573</box>
headline-line: ΥΠΟ ΤΟΥ ΚΑΝΑΔΑ <box>461 856 585 873</box>
dateline: ΠΑΡΙΣΙΟΙ, 31. (Ἰδ. ὑπ.) <box>1181 1666 1331 1680</box>
table-cell: Ἀκαλ. <box>137 2131 179 2147</box>
article-body: Τὸ μεσονύκτιον τῆς παρελθούσης Πέμπτης ἰσχυρὰ συμμορία ἐπετέθη κατὰ τῆς Νέας Ζίχνης. Αἱ δυνάμεις τῆς χωροφυλακῆς καὶ τῶν Μ.Α.Υ. ἀπέκρουσαν τὴν ἐπίθεσιν, προξενήσασαι εἰς τοὺς συμμορίτας σοβαρὰς ἀπωλείας. Ταυτοχρόνως εἰς τὴν περιοχὴν τοῦ Σιδηροκάστρου ἐσημειώθησαν συμπλοκαί, κατὰ τὰς ὁποίας ἐφονεύθησαν ἑπτὰ συμμορῖται καὶ συνελήφθησαν τρεῖς. <box>1181 1060 1365 1241</box>
table-row <box>40 2131 221 2147</box>
economy-note: Λίρα χρυσῆ 200.000 — Ἀγγλικὴ 4.290 — Δολλάριον 8.100 <box>40 2236 221 2261</box>
headline-line: ΠΟΛΙΤΙΚΗΝ ΕΙΣ ΤΟΝ ΣΤΡΑΤΟΝ <box>1181 181 1564 211</box>
headline-line: ΚΑΙ ΑΛΛΩΝ ΕΙΔΩΝ <box>1021 856 1145 873</box>
article-funds <box>229 1506 437 1807</box>
article-ships <box>994 1300 1191 1799</box>
headline-line: ΚΑΤΕΤΕΘΗ ΕΙΣ ΤΟ ΑΝ. ΣΟΒΙΕΤ <box>650 1326 972 1351</box>
article-body: — Τὸ Ἐμπορικὸν Ἐπιμελητήριον Πειραιῶς ἀπεφάσισε τὴν ἵδρυσιν γραφείου πληροφοριῶν. — Συνελήφθη ἐν Πειραιεῖ ἀπατεὼν ὑποσχόμενος ἐξεύρεσιν ἐργασίας. — Κατόπιν ἐνεργείας τοῦ Δήμου Ἀθηναίων ἤρχισεν ἡ διανομὴ καυσοξύλων εἰς τὰς ἀπόρους οἰκογενείας. — Ὑπὸ τῆς Γενικῆς Συνομοσπονδίας Ἐργατῶν ἀνεκοινώθη ὅτι συνέρχεται τὸ γενικὸν συμβούλιον. <box>1181 1944 1558 2026</box>
column-rule <box>417 118 418 2272</box>
article-body: Ἀνακοινοῦται ἐκ Λευκωσίας ὅτι κατεκλίθησαν αἱ ἐκλογαὶ διὰ τὴν πλήρωσιν τῶν κενῶν μητροπολιτικῶν ἑδρῶν Πάφου καὶ Κιτίου. <box>994 1986 1165 2055</box>
headline <box>1181 622 1572 676</box>
article-body: Ἀύριον θὰ συνέλθουν εἰς σύσκεψιν οἱ ἀντιπρόσωποι τῶν καπνοπαραγωγικῶν περιοχῶν μὲ τὸν ὑπουργὸν Γεωργίας. <box>425 1593 620 1648</box>
table-row <box>40 2009 226 2025</box>
article-body: Ἐγένοντο σήμερον τὰ ἐγκαίνια τῆς ἐκθέσεως τοῦ Γ' Σώματος Στρατοῦ, ἡ ὁποία περιλαμβάνει λάφυρα καὶ ὑλικὸν ληφθὲν ἀπὸ τὰς συμμορίας. Εἰς τὴν τελετὴν παρέστησαν ὁ γενικὸς διοικητὴς Μακεδονίας καὶ αἱ ἀρχαί. <box>425 1217 620 1314</box>
dateline: ΘΕΣΣΙΝΙΚΗ, 31 Ἰανουαρίου (ΤΟΥ ΑΝΤΑΠΟΚΡΙΤΟΥ ΜΑΣ) <box>1181 1032 1364 1059</box>
table-cell: Καρ. <box>137 2162 179 2178</box>
article-body: Ὁ γαλλικὸς Τύπος σχολιάζει τὰς ἑλληνικὰς ἐξελίξεις καὶ τονίζει τὴν ἀνάγκην τῆς ἑνότητος τῶν ἐθνικῶν κομμάτων. <box>229 527 409 581</box>
article-body: «Νικόλαος» ἐκ Κωνσταντινουπόλεως εἰς Πειραιᾶ. «Ἑλλάς» ἀνεχώρησεν ἐξ Ἀλεξανδρείας. «Μαρία» ἔφθασεν εἰς Νέαν Ὑόρκην. «Ἀργοστόλι» ἀνεχώρησεν ἐκ Λίβερπουλ. <box>229 1871 411 1968</box>
